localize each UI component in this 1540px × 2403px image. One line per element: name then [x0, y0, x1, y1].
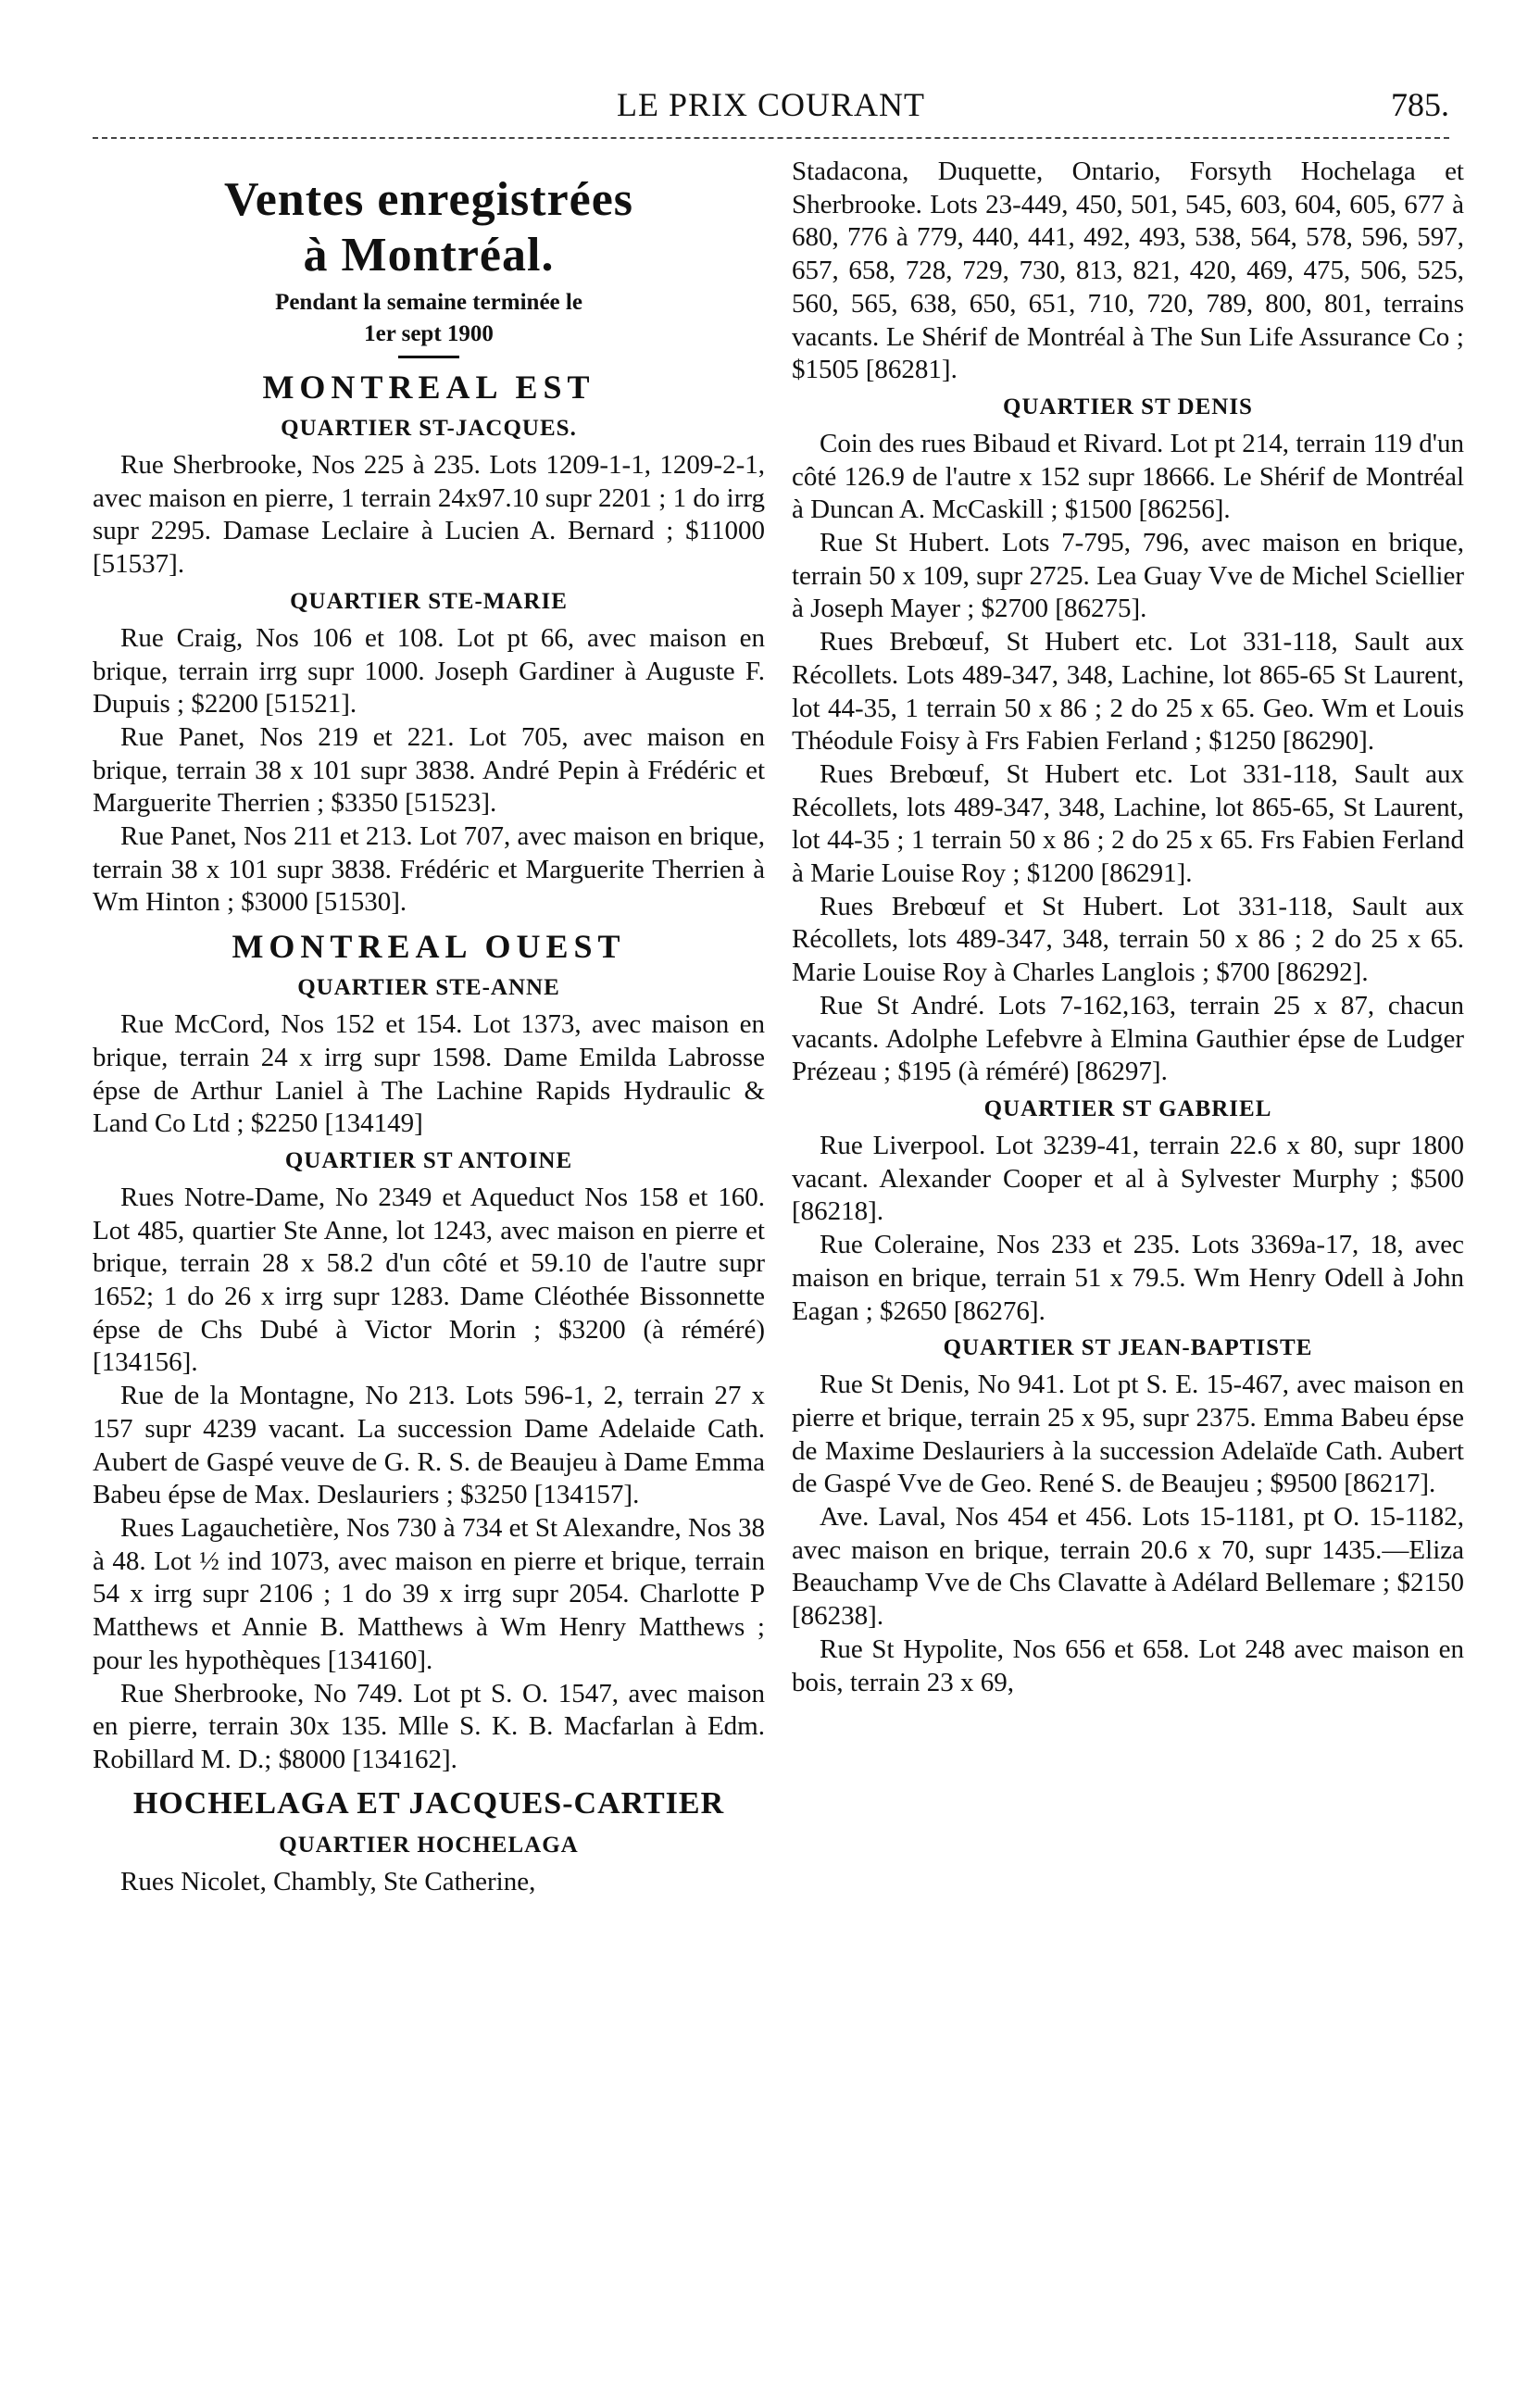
period-date: 1er sept 1900 — [364, 321, 494, 346]
sale-entry: Rue Sherbrooke, Nos 225 à 235. Lots 1209-1-1, 1209-2-1, avec maison en pierre, 1 terrain 24x97.10 supr 2201 ; 1 do irrg supr 2295. Damase Leclaire à Lucien A. Bernard ; $11000 [51537]. — [93, 450, 765, 580]
quartier-heading: QUARTIER ST JEAN-BAPTISTE — [943, 1335, 1313, 1361]
sale-entry-continued: Stadacona, Duquette, Ontario, Forsyth Hochelaga et Sherbrooke. Lots 23-449, 450, 501, 545, 603, 604, 605, 677 à 680, 776 à 779, 440, 441, 492, 493, 538, 564, 578, 596, 597, 657, 658, 728, 729, 730, 813, 821, 420, 469, 475, 506, 525, 560, 565, 638, 650, 651, 710, 720, 789, 800, 801, terrains vacants. Le Shérif de Montréal à The Sun Life Assurance Co ; $1505 [86281]. — [792, 156, 1464, 385]
period-line: Pendant la semaine terminée le — [275, 290, 582, 315]
sale-entry: Rue St Hypolite, Nos 656 et 658. Lot 248 avec maison en bois, terrain 23 x 69, — [792, 1633, 1464, 1697]
page-header — [93, 81, 1449, 128]
sale-entry: Rues Lagauchetière, Nos 730 à 734 et St Alexandre, Nos 38 à 48. Lot ½ ind 1073, avec maison en pierre et brique, terrain 54 x irrg supr 2106 ; 1 do 39 x irrg supr 2054. Charlotte P Matthews et Annie B. Matthews à Wm Henry Matthews ; pour les hypothèques [134160]. — [93, 1512, 765, 1675]
quartier-heading: QUARTIER HOCHELAGA — [279, 1832, 579, 1858]
sale-entry: Rue Craig, Nos 106 et 108. Lot pt 66, avec maison en brique, terrain irrg supr 1000. Joseph Gardiner à Auguste F. Dupuis ; $2200 [51521]. — [93, 622, 765, 720]
quartier-heading: QUARTIER ST-JACQUES. — [281, 416, 577, 441]
quartier-heading: QUARTIER STE-ANNE — [297, 975, 560, 1001]
sale-entry: Rue St Denis, No 941. Lot pt S. E. 15-467, avec maison en pierre et brique, terrain 25 x 95, supr 2375. Emma Babeu épse de Maxime Deslauriers à la succession Adelaïde Cath. Aubert de Gaspé Vve de Geo. René S. de Beaujeu ; $9500 [86217]. — [792, 1370, 1464, 1499]
sale-entry: Rues Notre-Dame, No 2349 et Aqueduct Nos 158 et 160. Lot 485, quartier Ste Anne, lot 1243, avec maison en pierre et brique, terrain 28 x 58.2 d'un côté et 59.10 de l'autre supr 1652; 1 do 26 x irrg supr 1283. Dame Cléothée Bissonnette épse de Chs Dubé à Victor Morin ; $3200 (à réméré) [134156]. — [93, 1182, 765, 1378]
header-rule — [93, 137, 1449, 139]
running-title: LE PRIX COURANT — [616, 86, 925, 123]
quartier-heading: QUARTIER STE-MARIE — [290, 588, 568, 614]
left-column — [93, 156, 765, 1898]
quartier-heading: QUARTIER ST ANTOINE — [284, 1147, 573, 1173]
sale-entry: Rues Brebœuf, St Hubert etc. Lot 331-118, Sault aux Récollets. Lots 489-347, 348, Lachine, lot 865-65 St Laurent, lot 44-35, 1 terrain 50 x 86 ; 2 do 25 x 65. Geo. Wm et Louis Théodule Foisy à Frs Fabien Ferland ; $1250 [86290]. — [792, 627, 1464, 757]
sale-entry: Rue Panet, Nos 219 et 221. Lot 705, avec maison en brique, terrain 38 x 101 supr 3838. André Pepin à Frédéric et Marguerite Therrien ; $3350 [51523]. — [93, 721, 765, 819]
sale-entry: Rue de la Montagne, No 213. Lots 596-1, 2, terrain 27 x 157 supr 4239 vacant. La succession Dame Adelaide Cath. Aubert de Gaspé veuve de G. R. S. de Beaujeu à Dame Emma Babeu épse de Max. Deslauriers ; $3250 [134157]. — [93, 1381, 765, 1510]
section-title-city: à Montréal. — [303, 229, 555, 282]
sale-entry: Rue Liverpool. Lot 3239-41, terrain 22.6 x 80, supr 1800 vacant. Alexander Cooper et al à Sylvester Murphy ; $500 [86218]. — [792, 1130, 1464, 1227]
sale-entry: Rue St Hubert. Lots 7-795, 796, avec maison en brique, terrain 50 x 109, supr 2725. Lea Guay Vve de Michel Sciellier à Joseph Mayer ; $2700 [86275]. — [792, 528, 1464, 624]
sale-entry: Rues Nicolet, Chambly, Ste Catherine, — [120, 1866, 536, 1896]
section-title: Ventes enregistrées — [223, 173, 634, 226]
quartier-heading: QUARTIER ST GABRIEL — [983, 1095, 1272, 1121]
sale-entry: Rue Coleraine, Nos 233 et 235. Lots 3369a-17, 18, avec maison en brique, terrain 51 x 79.5. Wm Henry Odell à John Eagan ; $2650 [86276]. — [792, 1230, 1464, 1326]
sale-entry: Rues Brebœuf et St Hubert. Lot 331-118, Sault aux Récollets, lots 489-347, 348, terrain 50 x 86 ; 2 do 25 x 65. Marie Louise Roy à Charles Langlois ; $700 [86292]. — [792, 891, 1464, 988]
quartier-heading: QUARTIER ST DENIS — [1003, 394, 1253, 419]
sale-entry: Rues Brebœuf, St Hubert etc. Lot 331-118, Sault aux Récollets, lots 489-347, 348, Lachine, lot 865-65, St Laurent, lot 44-35 ; 1 terrain 50 x 86 ; 2 do 25 x 65. Frs Fabien Ferland à Marie Louise Roy ; $1200 [86291]. — [792, 758, 1464, 889]
district-heading: MONTREAL EST — [262, 369, 595, 406]
right-column — [792, 156, 1464, 1699]
sale-entry: Rue Panet, Nos 211 et 213. Lot 707, avec maison en brique, terrain 38 x 101 supr 3838. Frédéric et Marguerite Therrien à Wm Hinton ; $3000 [51530]. — [93, 821, 765, 918]
sale-entry: Rue Sherbrooke, No 749. Lot pt S. O. 1547, avec maison en pierre, terrain 30x 135. Mlle S. K. B. Macfarlan à Edm. Robillard M. D.; $8000 [134162]. — [93, 1678, 765, 1774]
sale-entry: Ave. Laval, Nos 454 et 456. Lots 15-1181, pt O. 15-1182, avec maison en brique, terrain 20.6 x 70, supr 1435.—Eliza Beauchamp Vve de Chs Clavatte à Adélard Bellemare ; $2150 [86238]. — [792, 1502, 1464, 1632]
district-heading: HOCHELAGA ET JACQUES-CARTIER — [132, 1785, 725, 1821]
district-heading: MONTREAL OUEST — [232, 928, 626, 966]
page-number: 785. — [1391, 86, 1449, 123]
sale-entry: Rue McCord, Nos 152 et 154. Lot 1373, avec maison en brique, terrain 24 x irrg supr 1598. Dame Emilda Labrosse épse de Arthur Laniel à The Lachine Rapids Hydraulic & Land Co Ltd ; $2250 [134149] — [93, 1009, 765, 1139]
title-divider — [398, 356, 459, 358]
sale-entry: Rue St André. Lots 7-162,163, terrain 25 x 87, chacun vacants. Adolphe Lefebvre à Elmina Gauthier épse de Ludger Prézeau ; $195 (à réméré) [86297]. — [792, 990, 1464, 1087]
sale-entry: Coin des rues Bibaud et Rivard. Lot pt 214, terrain 119 d'un côté 126.9 de l'autre x 152 supr 18666. Le Shérif de Montréal à Duncan A. McCaskill ; $1500 [86256]. — [792, 428, 1464, 525]
